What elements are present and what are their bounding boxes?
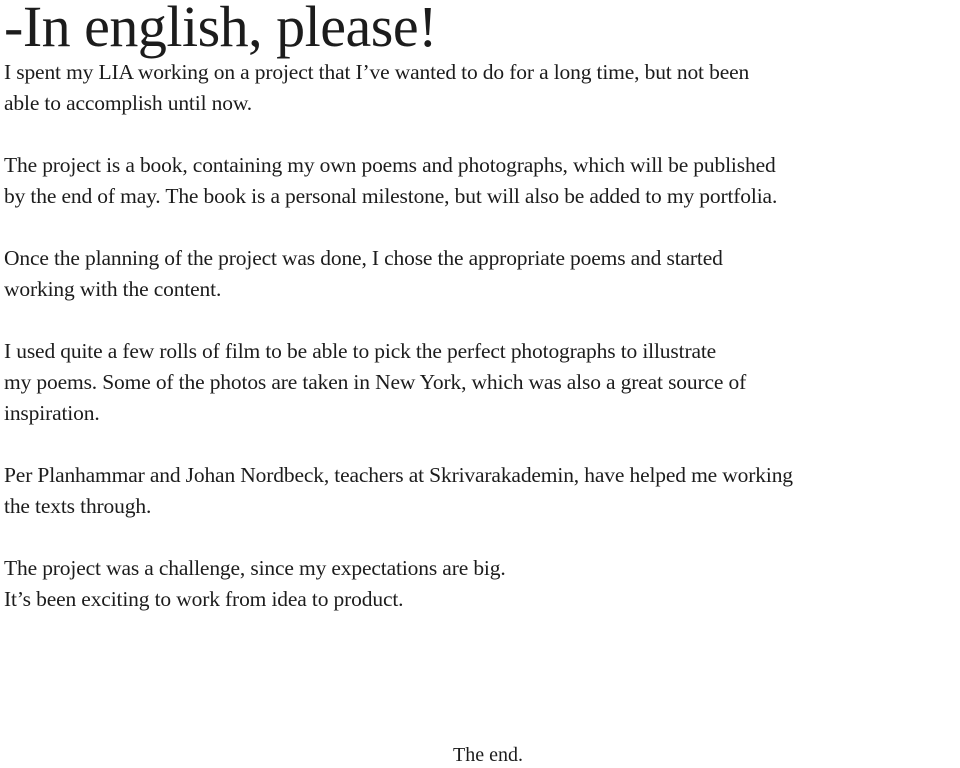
paragraph-line: The project was a challenge, since my expectations are big. [4, 556, 506, 580]
paragraph-project-book [4, 150, 960, 212]
paragraph-line: It’s been exciting to work from idea to product. [4, 587, 404, 611]
paragraph-line: The project is a book, containing my own poems and photographs, which will be published [4, 153, 776, 177]
closing-text: The end. [453, 744, 523, 766]
paragraph-line: I used quite a few rolls of film to be able to pick the perfect photographs to illustrate [4, 339, 717, 363]
paragraph-line: able to accomplish until now. [4, 91, 253, 115]
paragraph-planning [4, 243, 960, 305]
paragraph-line: I spent my LIA working on a project that I’ve wanted to do for a long time, but not been [4, 60, 750, 84]
paragraph-line: inspiration. [4, 401, 100, 425]
paragraph-challenge [4, 553, 960, 615]
paragraph-line: the texts through. [4, 494, 152, 518]
paragraph-line: working with the content. [4, 277, 222, 301]
paragraph-lia-intro [4, 57, 960, 119]
paragraph-line: my poems. Some of the photos are taken in New York, which was also a great source of [4, 370, 747, 394]
paragraph-teachers [4, 460, 960, 522]
document-body [4, 57, 960, 646]
page-title: -In english, please! [4, 0, 437, 59]
paragraph-line: Per Planhammar and Johan Nordbeck, teachers at Skrivarakademin, have helped me working [4, 463, 793, 487]
paragraph-line: by the end of may. The book is a personal milestone, but will also be added to my portfolia. [4, 184, 778, 208]
paragraph-photographs [4, 336, 960, 429]
paragraph-line: Once the planning of the project was done, I chose the appropriate poems and started [4, 246, 723, 270]
